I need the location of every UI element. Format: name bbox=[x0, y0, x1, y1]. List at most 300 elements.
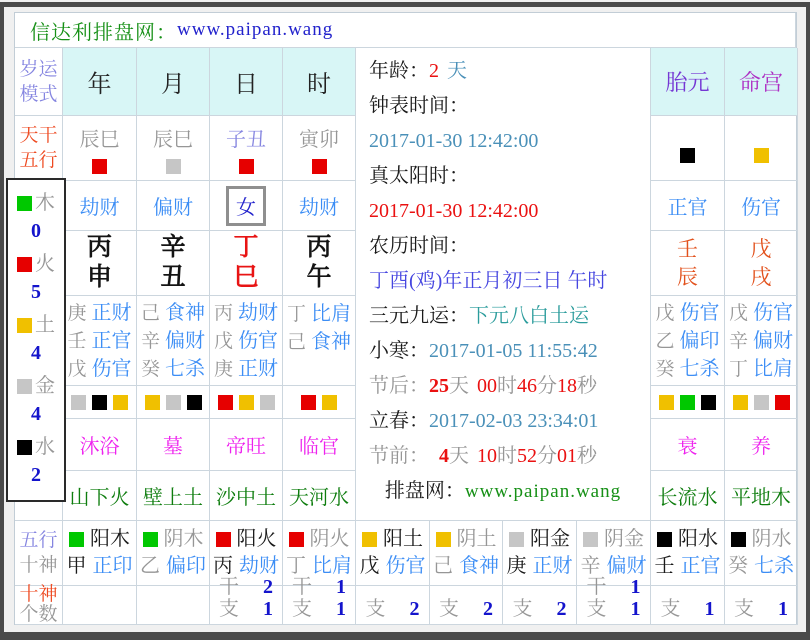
day-hidden-stems bbox=[210, 296, 283, 386]
month-void-branches: 辰巳 bbox=[153, 128, 193, 151]
element-count: 4 bbox=[31, 403, 41, 425]
stem-char: 丁 bbox=[286, 555, 306, 577]
element-square bbox=[145, 395, 160, 410]
stem-char: 庚 bbox=[506, 555, 527, 577]
month-hidden-stems bbox=[137, 296, 210, 386]
day-gender-cell bbox=[210, 181, 283, 231]
count-cell bbox=[725, 586, 798, 625]
taiyuan-header-text: 胎元 bbox=[665, 70, 710, 95]
element-name: 阴水 bbox=[751, 528, 792, 550]
hour-god-cell bbox=[283, 181, 356, 231]
month-branch-elements bbox=[137, 386, 210, 419]
hidden-stem: 癸 bbox=[655, 358, 675, 380]
day-branch: 巳 bbox=[233, 264, 259, 291]
hidden-stem-god: 偏印 bbox=[679, 329, 720, 352]
gan-count: 1 bbox=[630, 576, 641, 598]
stem-god: 正印 bbox=[92, 555, 133, 577]
hidden-stem: 壬 bbox=[67, 330, 87, 352]
element-name: 金 bbox=[35, 375, 55, 397]
stem-god: 偏财 bbox=[606, 555, 647, 577]
taiyuan-square-wrap bbox=[680, 148, 695, 163]
day-stage-cell bbox=[210, 419, 283, 471]
hidden-stem-god: 偏财 bbox=[165, 329, 205, 352]
month-header-text: 月 bbox=[161, 72, 185, 98]
hidden-stem-god: 伤官 bbox=[91, 357, 132, 380]
column-header-day bbox=[210, 48, 283, 116]
before-days-unit: 天 bbox=[449, 445, 469, 467]
footer-site-line bbox=[356, 474, 650, 509]
element-tally-item bbox=[8, 188, 64, 249]
wuxing-shishen-label bbox=[15, 521, 63, 586]
zhi-count: 1 bbox=[704, 598, 715, 620]
mode-label-line1: 岁运 bbox=[19, 58, 58, 80]
after-seconds: 18 bbox=[557, 375, 577, 397]
wuxing-cell-yinmu bbox=[137, 521, 210, 586]
element-tally-item bbox=[8, 432, 64, 493]
year-stage-cell bbox=[63, 419, 137, 471]
element-name: 阴金 bbox=[604, 528, 644, 550]
lichun-label: 立春： bbox=[369, 410, 429, 432]
hidden-stem-line bbox=[214, 355, 278, 383]
element-square bbox=[69, 532, 84, 547]
hour-branch: 午 bbox=[306, 264, 332, 291]
sanyuan-value: 下元八白土运 bbox=[469, 305, 589, 327]
wuxing-cell-yangtu bbox=[356, 521, 430, 586]
element-line bbox=[436, 526, 497, 553]
after-hours: 00 bbox=[477, 375, 497, 397]
element-name: 木 bbox=[35, 192, 55, 214]
hidden-stem-god: 正财 bbox=[91, 301, 132, 324]
zhi-count-line bbox=[292, 598, 346, 620]
hidden-stem: 乙 bbox=[655, 330, 675, 352]
stem-char: 癸 bbox=[728, 555, 748, 577]
minggong-stage: 养 bbox=[751, 436, 771, 458]
year-void-branches: 辰巳 bbox=[79, 128, 120, 151]
age-unit: 天 bbox=[447, 60, 467, 82]
year-god-cell bbox=[63, 181, 137, 231]
year-stage: 沐浴 bbox=[79, 436, 120, 458]
day-void-branches: 子丑 bbox=[226, 128, 266, 151]
zhi-count: 2 bbox=[483, 598, 493, 620]
hour-pillar-cell bbox=[283, 231, 356, 296]
stem-god: 正官 bbox=[680, 555, 721, 577]
hidden-stem-god: 伤官 bbox=[679, 301, 720, 324]
gan-count: 2 bbox=[263, 576, 273, 598]
element-line bbox=[8, 371, 64, 401]
element-line bbox=[8, 432, 64, 462]
hidden-stem-line bbox=[655, 355, 719, 383]
hour-nayin: 天河水 bbox=[289, 487, 349, 509]
month-void-cell bbox=[137, 116, 210, 181]
hidden-stem: 丁 bbox=[286, 304, 306, 325]
hidden-stem-line bbox=[141, 299, 205, 327]
month-stem-god: 偏财 bbox=[153, 197, 193, 219]
day-nayin: 沙中土 bbox=[216, 487, 276, 509]
stem-char: 壬 bbox=[654, 555, 675, 577]
hour-stage: 临官 bbox=[299, 436, 339, 458]
taiyuan-branch: 辰 bbox=[677, 265, 698, 289]
hidden-stem: 癸 bbox=[140, 358, 160, 380]
minggong-stem-element-square bbox=[754, 148, 769, 163]
gan-label: 干 bbox=[586, 576, 607, 598]
stem-god-line bbox=[67, 553, 133, 580]
element-line bbox=[731, 526, 792, 553]
hidden-stem: 戊 bbox=[655, 302, 675, 324]
age-value: 2 bbox=[429, 60, 439, 82]
year-branch-elements bbox=[63, 386, 137, 419]
before-term-line bbox=[356, 439, 650, 474]
wuxing-cell-yinshui bbox=[725, 521, 798, 586]
taiyuan-stem-element-square bbox=[680, 148, 695, 163]
true-solar-value: 2017-01-30 12:42:00 bbox=[369, 200, 539, 222]
zhi-count-line bbox=[734, 598, 788, 620]
taiyuan-stem: 壬 bbox=[677, 237, 698, 261]
lichun-line bbox=[356, 404, 650, 439]
window-frame-left bbox=[0, 2, 4, 638]
tiangan-label-line2: 五行 bbox=[19, 150, 58, 171]
minggong-header-text: 命宫 bbox=[738, 70, 783, 95]
element-square bbox=[143, 532, 158, 547]
mode-switch[interactable] bbox=[15, 48, 63, 116]
year-branch: 申 bbox=[86, 264, 112, 291]
hour-branch-elements bbox=[283, 386, 356, 419]
hidden-stem: 丙 bbox=[213, 302, 233, 324]
before-hours-unit: 时 bbox=[497, 445, 517, 467]
mode-label-line2: 模式 bbox=[19, 83, 58, 105]
hidden-stem-god: 比肩 bbox=[311, 303, 351, 325]
hidden-stem-line bbox=[729, 355, 793, 383]
stem-god-line bbox=[433, 553, 499, 580]
lunar-time-label: 农历时间： bbox=[369, 235, 469, 257]
footer-site-label: 排盘网： bbox=[384, 480, 465, 502]
year-stem: 丙 bbox=[86, 234, 112, 261]
element-square bbox=[775, 395, 790, 410]
after-term-line bbox=[356, 369, 650, 404]
gan-count-line bbox=[292, 576, 346, 598]
age-label: 年龄： bbox=[369, 60, 429, 82]
column-header-taiyuan bbox=[651, 48, 725, 116]
zhi-label: 支 bbox=[439, 598, 459, 620]
stem-char: 戊 bbox=[359, 555, 380, 577]
count-cell bbox=[63, 586, 137, 625]
stem-char: 甲 bbox=[66, 555, 87, 577]
true-solar-label: 真太阳时： bbox=[369, 165, 469, 187]
month-god-cell bbox=[137, 181, 210, 231]
hidden-stem-god: 劫财 bbox=[238, 301, 278, 324]
stem-god: 偏印 bbox=[166, 555, 206, 577]
zhi-count: 2 bbox=[556, 598, 567, 620]
element-square bbox=[260, 395, 275, 410]
after-hours-unit: 时 bbox=[497, 375, 517, 397]
zhi-label: 支 bbox=[660, 598, 681, 620]
lichun-value: 2017-02-03 23:34:01 bbox=[429, 410, 599, 432]
day-branch-elements bbox=[210, 386, 283, 419]
element-square bbox=[322, 395, 337, 410]
water-square bbox=[17, 440, 32, 455]
taiyuan-hidden-stems bbox=[651, 296, 725, 386]
element-square bbox=[216, 532, 231, 547]
element-tally-panel bbox=[6, 178, 66, 502]
hidden-stem-line bbox=[287, 300, 351, 328]
element-square bbox=[509, 532, 524, 547]
minggong-square-wrap bbox=[754, 148, 769, 163]
day-stem-element-square bbox=[239, 159, 254, 174]
hidden-stem-line bbox=[67, 299, 131, 327]
element-count: 2 bbox=[31, 464, 41, 486]
element-line bbox=[362, 526, 423, 553]
element-name: 水 bbox=[35, 436, 55, 458]
element-name: 阳火 bbox=[236, 528, 277, 550]
element-line bbox=[8, 310, 64, 340]
after-minutes: 46 bbox=[517, 375, 537, 397]
hidden-stem-god: 正官 bbox=[91, 329, 132, 352]
element-name: 阴火 bbox=[309, 528, 350, 550]
gan-count: 1 bbox=[336, 576, 346, 598]
zhi-count-line bbox=[439, 598, 493, 620]
element-line bbox=[69, 526, 130, 553]
hidden-stem-line bbox=[655, 327, 719, 355]
element-name: 阴木 bbox=[163, 528, 204, 550]
element-tally-item bbox=[8, 371, 64, 432]
hour-void-cell bbox=[283, 116, 356, 181]
element-line bbox=[657, 526, 718, 553]
zhi-count-line bbox=[219, 598, 273, 620]
hidden-stem-line bbox=[214, 299, 278, 327]
column-header-minggong bbox=[725, 48, 798, 116]
minggong-nayin-cell bbox=[725, 471, 798, 521]
day-stem: 丁 bbox=[233, 234, 259, 261]
hidden-stem-line bbox=[287, 328, 351, 356]
window-frame-right bbox=[806, 2, 810, 640]
zhi-label: 支 bbox=[292, 598, 312, 620]
element-name: 火 bbox=[35, 253, 55, 275]
taiyuan-god-cell bbox=[651, 181, 725, 231]
wuxing-cell-yintu bbox=[430, 521, 503, 586]
month-pillar-cell bbox=[137, 231, 210, 296]
hidden-stem: 辛 bbox=[140, 330, 160, 352]
element-line bbox=[509, 526, 570, 553]
minggong-stage-cell bbox=[725, 419, 798, 471]
stem-char: 丙 bbox=[213, 555, 233, 577]
stem-char: 己 bbox=[433, 555, 453, 577]
minggong-hidden-stems bbox=[725, 296, 798, 386]
wuxing-label-line2: 十神 bbox=[19, 555, 58, 576]
element-square bbox=[239, 395, 254, 410]
stem-god-line bbox=[728, 553, 794, 580]
tiangan-wuxing-label bbox=[15, 116, 63, 181]
hour-void-branches: 寅卯 bbox=[299, 128, 339, 151]
sanyuan-line bbox=[356, 299, 650, 334]
element-square bbox=[733, 395, 748, 410]
shishen-label-line1: 十神 bbox=[19, 584, 58, 605]
zhi-count-line bbox=[366, 598, 420, 620]
stem-char: 乙 bbox=[140, 555, 160, 577]
minggong-stem-god: 伤官 bbox=[741, 197, 781, 219]
element-square bbox=[92, 395, 107, 410]
element-square bbox=[113, 395, 128, 410]
element-square bbox=[166, 395, 181, 410]
hidden-stem: 戊 bbox=[213, 330, 233, 352]
year-header-text: 年 bbox=[87, 72, 112, 98]
element-name: 阳土 bbox=[383, 528, 423, 550]
element-line bbox=[8, 249, 64, 279]
zhi-label: 支 bbox=[586, 598, 607, 620]
element-square bbox=[218, 395, 233, 410]
shishen-count-label bbox=[15, 586, 63, 625]
gender-text: 女 bbox=[236, 197, 256, 219]
after-days-unit: 天 bbox=[449, 375, 469, 397]
before-minutes: 52 bbox=[517, 445, 537, 467]
hour-hidden-stems bbox=[283, 296, 356, 386]
minggong-nayin: 平地木 bbox=[731, 487, 791, 509]
before-seconds: 01 bbox=[557, 445, 577, 467]
taiyuan-pillar-cell bbox=[651, 231, 725, 296]
after-days: 25 bbox=[429, 375, 449, 397]
count-cell bbox=[503, 586, 577, 625]
hidden-stem-god: 正财 bbox=[238, 357, 278, 380]
hidden-stem-line bbox=[729, 299, 793, 327]
hidden-stem-god: 食神 bbox=[165, 301, 205, 324]
column-header-hour bbox=[283, 48, 356, 116]
element-square bbox=[701, 395, 716, 410]
day-header-text: 日 bbox=[234, 72, 258, 98]
xiaohan-value: 2017-01-05 11:55:42 bbox=[429, 340, 598, 362]
element-name: 土 bbox=[35, 314, 55, 336]
zhi-count: 2 bbox=[409, 598, 420, 620]
zhi-count-line bbox=[513, 598, 567, 620]
hidden-stem-god: 食神 bbox=[311, 331, 351, 353]
hour-stage-cell bbox=[283, 419, 356, 471]
after-label: 节后： bbox=[369, 375, 429, 397]
element-count: 5 bbox=[31, 281, 41, 303]
hidden-stem: 辛 bbox=[728, 330, 748, 352]
count-cell bbox=[577, 576, 651, 625]
hidden-stem-line bbox=[141, 327, 205, 355]
year-void-cell bbox=[63, 116, 137, 181]
count-cell bbox=[430, 586, 503, 625]
hidden-stem-god: 七杀 bbox=[679, 357, 720, 380]
gan-label: 干 bbox=[292, 576, 312, 598]
minggong-branch-elements bbox=[725, 386, 798, 419]
hour-nayin-cell bbox=[283, 471, 356, 521]
site-url-link[interactable]: www.paipan.wang bbox=[177, 19, 334, 40]
metal-square bbox=[17, 379, 32, 394]
hidden-stem: 己 bbox=[286, 332, 306, 353]
before-seconds-unit: 秒 bbox=[577, 445, 597, 467]
year-pillar-cell bbox=[63, 231, 137, 296]
gender-badge bbox=[226, 186, 266, 226]
hour-header-text: 时 bbox=[307, 72, 331, 98]
element-square bbox=[436, 532, 451, 547]
element-line bbox=[583, 526, 644, 553]
site-name: 信达利排盘网： bbox=[30, 21, 177, 44]
hidden-stem-line bbox=[655, 299, 719, 327]
element-square bbox=[731, 532, 746, 547]
element-line bbox=[143, 526, 204, 553]
element-name: 阴土 bbox=[456, 528, 497, 550]
footer-site-url-link[interactable]: www.paipan.wang bbox=[464, 481, 622, 502]
taiyuan-stage-cell bbox=[651, 419, 725, 471]
stem-god-line bbox=[655, 553, 721, 580]
element-square bbox=[583, 532, 598, 547]
taiyuan-nayin: 长流水 bbox=[657, 487, 718, 509]
stem-god: 比肩 bbox=[312, 555, 352, 577]
hidden-stem-line bbox=[67, 355, 131, 383]
day-nayin-cell bbox=[210, 471, 283, 521]
window-frame-bottom bbox=[0, 632, 810, 640]
xiaohan-line bbox=[356, 334, 650, 369]
day-stage: 帝旺 bbox=[226, 436, 266, 458]
zhi-label: 支 bbox=[512, 598, 533, 620]
year-nayin: 山下火 bbox=[69, 487, 130, 509]
hidden-stem: 己 bbox=[140, 302, 160, 324]
element-line bbox=[289, 526, 350, 553]
element-line bbox=[8, 188, 64, 218]
birth-info-panel bbox=[356, 48, 651, 521]
element-square bbox=[657, 532, 672, 547]
zhi-count: 1 bbox=[336, 598, 346, 620]
element-square bbox=[362, 532, 377, 547]
hidden-stem: 戊 bbox=[67, 358, 87, 380]
zhi-label: 支 bbox=[734, 598, 754, 620]
count-cell bbox=[137, 586, 210, 625]
fire-square bbox=[17, 257, 32, 272]
earth-square bbox=[17, 318, 32, 333]
taiyuan-nayin-cell bbox=[651, 471, 725, 521]
hidden-stem-line bbox=[141, 355, 205, 383]
element-name: 阳木 bbox=[90, 528, 130, 550]
count-cell bbox=[210, 576, 283, 625]
after-minutes-unit: 分 bbox=[537, 375, 557, 397]
column-header-year bbox=[63, 48, 137, 116]
taiyuan-branch-elements bbox=[651, 386, 725, 419]
element-square bbox=[659, 395, 674, 410]
hidden-stem-god: 七杀 bbox=[165, 357, 205, 380]
minggong-god-cell bbox=[725, 181, 798, 231]
element-square bbox=[301, 395, 316, 410]
xiaohan-label: 小寒： bbox=[369, 340, 429, 362]
taiyuan-stem-god: 正官 bbox=[667, 197, 708, 219]
element-square bbox=[754, 395, 769, 410]
month-stem: 辛 bbox=[160, 234, 186, 261]
taiyuan-stage: 衰 bbox=[677, 436, 698, 458]
day-pillar-cell bbox=[210, 231, 283, 296]
year-stem-god: 劫财 bbox=[79, 197, 120, 219]
window-frame-top bbox=[0, 2, 810, 7]
month-stage-cell bbox=[137, 419, 210, 471]
count-cell bbox=[283, 576, 356, 625]
sanyuan-label: 三元九运： bbox=[369, 305, 469, 327]
zhi-label: 支 bbox=[365, 598, 386, 620]
before-minutes-unit: 分 bbox=[537, 445, 557, 467]
wuxing-cell-yangmu bbox=[63, 521, 137, 586]
minggong-element-cell bbox=[725, 116, 798, 181]
month-stage: 墓 bbox=[163, 436, 183, 458]
hidden-stem: 戊 bbox=[728, 302, 748, 324]
element-count: 4 bbox=[31, 342, 41, 364]
hidden-stem: 庚 bbox=[213, 358, 233, 380]
hidden-stem-line bbox=[67, 327, 131, 355]
element-square bbox=[680, 395, 695, 410]
year-stem-element-square bbox=[92, 159, 107, 174]
stem-god: 食神 bbox=[459, 555, 499, 577]
element-square bbox=[71, 395, 86, 410]
hidden-stem-line bbox=[214, 327, 278, 355]
element-tally-item bbox=[8, 310, 64, 371]
stem-god: 七杀 bbox=[754, 555, 794, 577]
age-line bbox=[356, 54, 650, 89]
gan-count-line bbox=[587, 576, 641, 598]
